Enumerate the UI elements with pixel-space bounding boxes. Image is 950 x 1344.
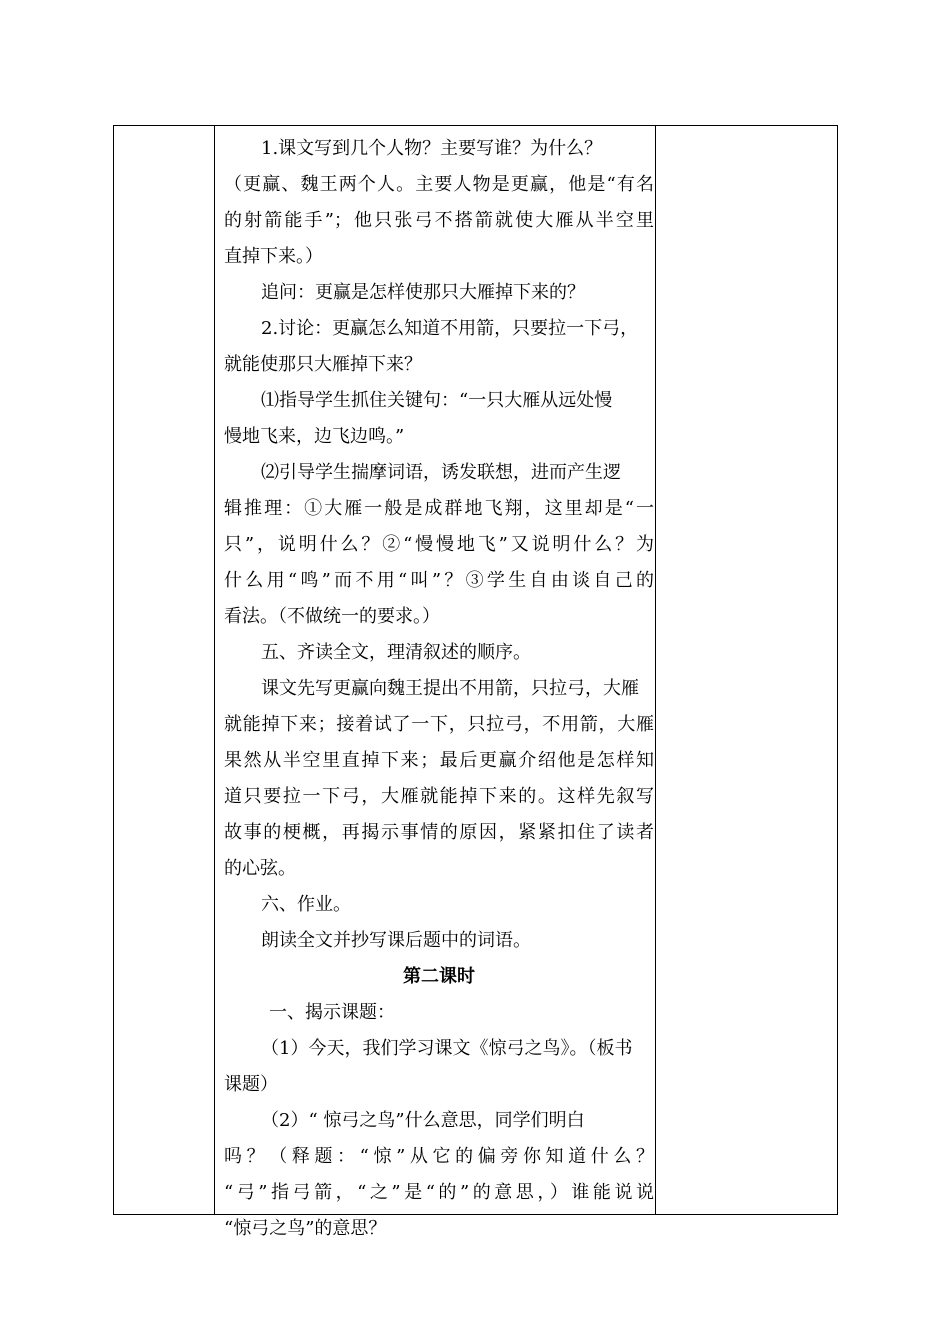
summary-line-3: 果然从半空里直掉下来；最后更赢介绍他是怎样知 bbox=[224, 750, 654, 771]
step-2-line-4: 什么用“鸣”而不用“叫”？③学生自由谈自己的 bbox=[224, 570, 654, 591]
lesson-content bbox=[224, 131, 654, 1247]
section-6-heading: 六、作业。 bbox=[261, 894, 351, 915]
homework-text: 朗读全文并抄写课后题中的词语。 bbox=[261, 930, 531, 951]
topic-item-1-line-2: 课题） bbox=[224, 1074, 278, 1095]
topic-item-1-line-1: （1）今天，我们学习课文《惊弓之鸟》。（板书 bbox=[261, 1038, 633, 1059]
summary-line-2: 就能掉下来；接着试了一下，只拉弓，不用箭，大雁 bbox=[224, 714, 654, 735]
discussion-2-line-1: 2.讨论：更赢怎么知道不用箭，只要拉一下弓， bbox=[261, 318, 639, 339]
summary-line-6: 的心弦。 bbox=[224, 858, 296, 879]
column-divider-left bbox=[214, 126, 215, 1214]
step-2-line-5: 看法。（不做统一的要求。） bbox=[224, 606, 440, 627]
column-divider-right bbox=[655, 126, 656, 1214]
topic-item-2-line-1: （2）“ 惊弓之鸟”什么意思，同学们明白 bbox=[261, 1110, 585, 1131]
section-5-heading: 五、齐读全文，理清叙述的顺序。 bbox=[261, 642, 531, 663]
answer-1-line-1: （更赢、魏王两个人。主要人物是更赢，他是“有名 bbox=[224, 174, 654, 195]
lesson-plan-table bbox=[113, 125, 838, 1239]
topic-item-2-line-2: 吗？（释题：“惊”从它的偏旁你知道什么？ bbox=[224, 1146, 654, 1167]
question-1: 1.课文写到几个人物？主要写谁？为什么？ bbox=[261, 138, 603, 159]
step-2-line-1: ⑵引导学生揣摩词语，诱发联想，进而产生逻 bbox=[261, 462, 621, 483]
summary-line-5: 故事的梗概，再揭示事情的原因，紧紧扣住了读者 bbox=[224, 822, 654, 843]
reveal-topic-heading: 一、揭示课题： bbox=[269, 1002, 395, 1023]
answer-1-line-3: 直掉下来。） bbox=[224, 246, 323, 267]
answer-1-line-2: 的射箭能手”；他只张弓不搭箭就使大雁从半空里 bbox=[224, 210, 654, 231]
summary-line-1: 课文先写更赢向魏王提出不用箭，只拉弓，大雁 bbox=[261, 678, 639, 699]
topic-item-2-line-3: “弓”指弓箭，“之”是“的”的意思，）谁能说说 bbox=[224, 1182, 654, 1203]
second-lesson-heading: 第二课时 bbox=[403, 966, 475, 987]
step-1-line-1: ⑴指导学生抓住关键句：“一只大雁从远处慢 bbox=[261, 390, 613, 411]
discussion-2-line-2: 就能使那只大雁掉下来？ bbox=[224, 354, 422, 375]
summary-line-4: 道只要拉一下弓，大雁就能掉下来的。这样先叙写 bbox=[224, 786, 654, 807]
step-2-line-2: 辑推理：①大雁一般是成群地飞翔，这里却是“一 bbox=[224, 498, 654, 519]
step-2-line-3: 只”，说明什么？②“慢慢地飞”又说明什么？为 bbox=[224, 534, 654, 555]
follow-up-question: 追问：更赢是怎样使那只大雁掉下来的？ bbox=[261, 282, 585, 303]
topic-item-2-line-4: “惊弓之鸟”的意思？ bbox=[224, 1218, 387, 1239]
step-1-line-2: 慢地飞来，边飞边鸣。” bbox=[224, 426, 405, 447]
